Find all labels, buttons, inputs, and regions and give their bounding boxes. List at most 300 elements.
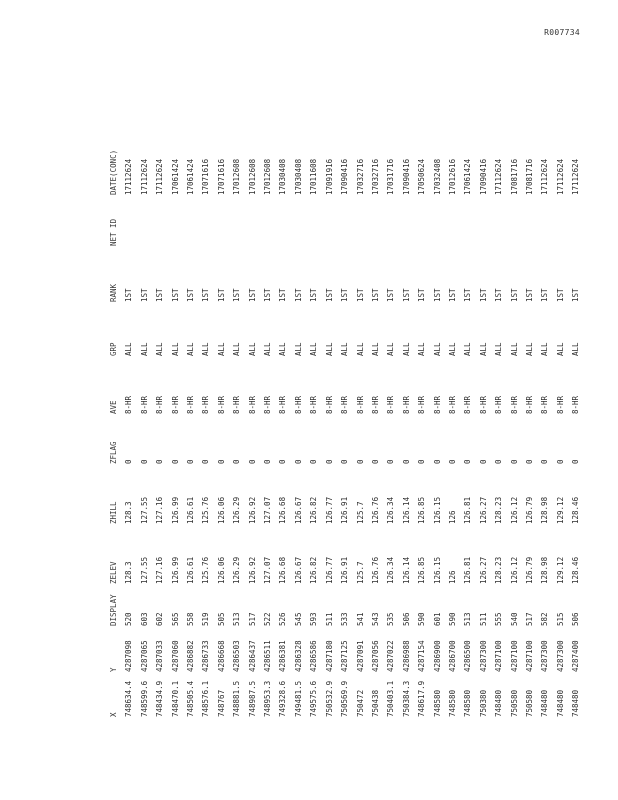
- cell-grp: ALL: [309, 342, 319, 356]
- cell-zhill: 126.67: [293, 496, 303, 524]
- cell-x: 750380: [478, 689, 488, 717]
- cell-zhill: 126.12: [509, 496, 519, 524]
- cell-grp: ALL: [509, 342, 519, 356]
- cell-net-id: [306, 195, 321, 246]
- cell-zflag: 0: [293, 459, 303, 464]
- table-row: [137, 57, 152, 717]
- cell-grp: ALL: [124, 342, 134, 356]
- cell-y: 4287100: [524, 640, 534, 672]
- cell-y: 4287100: [494, 640, 504, 672]
- cell-x: 749328.6: [278, 680, 288, 717]
- cell-zhill: 126.85: [417, 496, 427, 524]
- cell-zflag: 0: [478, 459, 488, 464]
- table-row: [214, 57, 229, 717]
- cell-x: 748480: [540, 689, 550, 717]
- cell-display: 522: [263, 612, 273, 626]
- cell-net-id: [260, 195, 275, 246]
- cell-date-conc: 17112624: [139, 158, 149, 195]
- cell-grp: ALL: [401, 342, 411, 356]
- table-row: [383, 57, 398, 717]
- cell-x: 749481.5: [293, 680, 303, 717]
- cell-net-id: [430, 195, 445, 246]
- cell-net-id: [476, 195, 491, 246]
- cell-y: 4287098: [124, 640, 134, 672]
- cell-zflag: 0: [124, 459, 134, 464]
- table-row: [291, 57, 306, 717]
- cell-date-conc: 17032716: [370, 158, 380, 195]
- cell-net-id: [322, 195, 337, 246]
- cell-grp: ALL: [340, 342, 350, 356]
- cell-rank: 1ST: [432, 288, 442, 302]
- cell-x: 748580: [463, 689, 473, 717]
- cell-ave: 8-HR: [555, 395, 565, 414]
- cell-y: 4287033: [155, 640, 165, 672]
- cell-rank: 1ST: [309, 288, 319, 302]
- cell-x: 750403.1: [386, 680, 396, 717]
- cell-net-id: [383, 195, 398, 246]
- cell-display: 593: [309, 612, 319, 626]
- cell-date-conc: 17090416: [478, 158, 488, 195]
- cell-y: 4286668: [216, 640, 226, 672]
- cell-rank: 1ST: [263, 288, 273, 302]
- cell-grp: ALL: [139, 342, 149, 356]
- cell-rank: 1ST: [186, 288, 196, 302]
- cell-x: 748480: [494, 689, 504, 717]
- header-net-id: NET ID: [109, 218, 118, 246]
- cell-display: 603: [139, 612, 149, 626]
- cell-zhill: 125.76: [201, 496, 211, 524]
- cell-zelev: 126.27: [478, 556, 488, 584]
- cell-date-conc: 17031716: [386, 158, 396, 195]
- cell-zflag: 0: [463, 459, 473, 464]
- cell-date-conc: 17030408: [278, 158, 288, 195]
- cell-x: 750580: [524, 689, 534, 717]
- cell-zelev: 126.34: [386, 556, 396, 584]
- cell-ave: 8-HR: [417, 395, 427, 414]
- cell-zflag: 0: [571, 459, 581, 464]
- header-date-conc: DATE(CONC): [109, 149, 118, 195]
- cell-net-id: [168, 195, 183, 246]
- table-row: [568, 57, 583, 717]
- table-row: [306, 57, 321, 717]
- cell-ave: 8-HR: [509, 395, 519, 414]
- cell-display: 511: [478, 612, 488, 626]
- cell-rank: 1ST: [293, 288, 303, 302]
- cell-zelev: 128.98: [540, 556, 550, 584]
- cell-zflag: 0: [232, 459, 242, 464]
- cell-zflag: 0: [555, 459, 565, 464]
- cell-zhill: 126.29: [232, 496, 242, 524]
- cell-display: 520: [124, 612, 134, 626]
- cell-net-id: [121, 195, 136, 246]
- cell-zhill: 127.16: [155, 496, 165, 524]
- cell-display: 543: [370, 612, 380, 626]
- cell-y: 4286500: [463, 640, 473, 672]
- cell-display: 519: [201, 612, 211, 626]
- cell-y: 4287300: [478, 640, 488, 672]
- cell-net-id: [275, 195, 290, 246]
- cell-y: 4287056: [370, 640, 380, 672]
- cell-grp: ALL: [386, 342, 396, 356]
- cell-zelev: 126.06: [216, 556, 226, 584]
- cell-ave: 8-HR: [386, 395, 396, 414]
- cell-grp: ALL: [540, 342, 550, 356]
- cell-ave: 8-HR: [139, 395, 149, 414]
- cell-x: 750472: [355, 689, 365, 717]
- cell-ave: 8-HR: [540, 395, 550, 414]
- cell-net-id: [460, 195, 475, 246]
- cell-zelev: 126.91: [340, 556, 350, 584]
- cell-zflag: 0: [447, 459, 457, 464]
- cell-date-conc: 17012616: [447, 158, 457, 195]
- cell-date-conc: 17112624: [555, 158, 565, 195]
- cell-display: 533: [340, 612, 350, 626]
- cell-ave: 8-HR: [155, 395, 165, 414]
- cell-grp: ALL: [417, 342, 427, 356]
- cell-display: 541: [355, 612, 365, 626]
- cell-zflag: 0: [494, 459, 504, 464]
- cell-zelev: 126.81: [463, 556, 473, 584]
- cell-display: 506: [571, 612, 581, 626]
- cell-ave: 8-HR: [201, 395, 211, 414]
- cell-y: 4287154: [417, 640, 427, 672]
- cell-zflag: 0: [155, 459, 165, 464]
- cell-ave: 8-HR: [401, 395, 411, 414]
- cell-display: 515: [555, 612, 565, 626]
- cell-date-conc: 17112624: [540, 158, 550, 195]
- cell-y: 4287180: [324, 640, 334, 672]
- cell-ave: 8-HR: [247, 395, 257, 414]
- cell-x: 748953.3: [263, 680, 273, 717]
- cell-display: 513: [463, 612, 473, 626]
- cell-zelev: 126.12: [509, 556, 519, 584]
- table-row: [537, 57, 552, 717]
- cell-display: 513: [232, 612, 242, 626]
- cell-y: 4286328: [293, 640, 303, 672]
- cell-date-conc: 17012608: [232, 158, 242, 195]
- cell-date-conc: 17061424: [463, 158, 473, 195]
- table-row: [322, 57, 337, 717]
- cell-date-conc: 17012608: [247, 158, 257, 195]
- cell-grp: ALL: [478, 342, 488, 356]
- cell-display: 545: [293, 612, 303, 626]
- cell-y: 4287065: [139, 640, 149, 672]
- cell-zflag: 0: [540, 459, 550, 464]
- cell-date-conc: 17032716: [355, 158, 365, 195]
- cell-net-id: [507, 195, 522, 246]
- cell-zflag: 0: [432, 459, 442, 464]
- cell-net-id: [368, 195, 383, 246]
- cell-rank: 1ST: [463, 288, 473, 302]
- cell-zflag: 0: [139, 459, 149, 464]
- cell-zhill: 126.99: [170, 496, 180, 524]
- cell-x: 748480: [555, 689, 565, 717]
- cell-display: 535: [386, 612, 396, 626]
- cell-rank: 1ST: [216, 288, 226, 302]
- cell-net-id: [152, 195, 167, 246]
- cell-zhill: 126.91: [340, 496, 350, 524]
- cell-zelev: 127.55: [139, 556, 149, 584]
- cell-date-conc: 17011608: [309, 158, 319, 195]
- cell-x: 748634.4: [124, 680, 134, 717]
- cell-zelev: 126.61: [186, 556, 196, 584]
- cell-zflag: 0: [309, 459, 319, 464]
- cell-rank: 1ST: [139, 288, 149, 302]
- cell-y: 4286586: [309, 640, 319, 672]
- cell-net-id: [245, 195, 260, 246]
- cell-zhill: 128.23: [494, 496, 504, 524]
- cell-x: 750384.3: [401, 680, 411, 717]
- cell-date-conc: 17012608: [263, 158, 273, 195]
- cell-date-conc: 17030408: [293, 158, 303, 195]
- cell-ave: 8-HR: [571, 395, 581, 414]
- cell-zflag: 0: [386, 459, 396, 464]
- cell-zhill: 128.46: [571, 496, 581, 524]
- cell-zelev: 129.12: [555, 556, 565, 584]
- cell-zflag: 0: [370, 459, 380, 464]
- cell-display: 505: [216, 612, 226, 626]
- cell-grp: ALL: [170, 342, 180, 356]
- cell-grp: ALL: [494, 342, 504, 356]
- table-row: [507, 57, 522, 717]
- cell-zhill: 126.76: [370, 496, 380, 524]
- cell-zelev: 126.99: [170, 556, 180, 584]
- table-row: [445, 57, 460, 717]
- cell-ave: 8-HR: [355, 395, 365, 414]
- cell-zhill: 126.15: [432, 496, 442, 524]
- cell-date-conc: 17061424: [170, 158, 180, 195]
- cell-display: 517: [524, 612, 534, 626]
- cell-display: 590: [417, 612, 427, 626]
- cell-x: 750438: [370, 689, 380, 717]
- cell-grp: ALL: [555, 342, 565, 356]
- cell-zflag: 0: [201, 459, 211, 464]
- cell-zhill: 126.81: [463, 496, 473, 524]
- cell-rank: 1ST: [524, 288, 534, 302]
- table-row: [337, 57, 352, 717]
- cell-y: 4287300: [540, 640, 550, 672]
- cell-x: 749575.6: [309, 680, 319, 717]
- cell-y: 4286733: [201, 640, 211, 672]
- header-zflag: ZFLAG: [109, 441, 118, 464]
- cell-zelev: 126.68: [278, 556, 288, 584]
- cell-net-id: [399, 195, 414, 246]
- cell-zelev: 126.92: [247, 556, 257, 584]
- cell-rank: 1ST: [324, 288, 334, 302]
- cell-net-id: [229, 195, 244, 246]
- cell-y: 4287091: [355, 640, 365, 672]
- cell-display: 565: [170, 612, 180, 626]
- cell-x: 748434.9: [155, 680, 165, 717]
- cell-y: 4287100: [509, 640, 519, 672]
- cell-date-conc: 17071616: [216, 158, 226, 195]
- table-row: [229, 57, 244, 717]
- cell-x: 748580: [432, 689, 442, 717]
- cell-ave: 8-HR: [186, 395, 196, 414]
- cell-rank: 1ST: [278, 288, 288, 302]
- cell-net-id: [445, 195, 460, 246]
- cell-zflag: 0: [170, 459, 180, 464]
- cell-net-id: [214, 195, 229, 246]
- header-zelev: ZELEV: [109, 561, 118, 584]
- cell-date-conc: 17071616: [201, 158, 211, 195]
- cell-rank: 1ST: [401, 288, 411, 302]
- cell-rank: 1ST: [232, 288, 242, 302]
- table-row: [476, 57, 491, 717]
- cell-ave: 8-HR: [370, 395, 380, 414]
- cell-x: 748576.1: [201, 680, 211, 717]
- cell-zelev: 128.46: [571, 556, 581, 584]
- cell-ave: 8-HR: [324, 395, 334, 414]
- cell-net-id: [198, 195, 213, 246]
- cell-display: 558: [186, 612, 196, 626]
- table-row: [260, 57, 275, 717]
- cell-grp: ALL: [247, 342, 257, 356]
- cell-ave: 8-HR: [524, 395, 534, 414]
- cell-zflag: 0: [509, 459, 519, 464]
- table-row: [491, 57, 506, 717]
- table-row: [414, 57, 429, 717]
- cell-grp: ALL: [432, 342, 442, 356]
- cell-grp: ALL: [293, 342, 303, 356]
- cell-zflag: 0: [417, 459, 427, 464]
- cell-zhill: 126.92: [247, 496, 257, 524]
- cell-rank: 1ST: [478, 288, 488, 302]
- cell-zflag: 0: [216, 459, 226, 464]
- cell-net-id: [291, 195, 306, 246]
- header-grp: GRP: [109, 342, 118, 356]
- cell-x: 748881.5: [232, 680, 242, 717]
- header-zhill: ZHILL: [109, 501, 118, 524]
- cell-zflag: 0: [263, 459, 273, 464]
- cell-zelev: 126.82: [309, 556, 319, 584]
- cell-ave: 8-HR: [124, 395, 134, 414]
- header-ave: AVE: [109, 400, 118, 414]
- table-row: [121, 57, 136, 717]
- cell-rank: 1ST: [247, 288, 257, 302]
- cell-rank: 1ST: [201, 288, 211, 302]
- table-row: [368, 57, 383, 717]
- cell-grp: ALL: [155, 342, 165, 356]
- cell-date-conc: 17061424: [186, 158, 196, 195]
- cell-date-conc: 17112624: [571, 158, 581, 195]
- table-row: [275, 57, 290, 717]
- cell-zhill: 129.12: [555, 496, 565, 524]
- cell-rank: 1ST: [494, 288, 504, 302]
- cell-x: 748470.1: [170, 680, 180, 717]
- cell-ave: 8-HR: [478, 395, 488, 414]
- table-row: [245, 57, 260, 717]
- cell-date-conc: 17032408: [432, 158, 442, 195]
- cell-rank: 1ST: [340, 288, 350, 302]
- cell-zflag: 0: [355, 459, 365, 464]
- cell-zelev: 126.85: [417, 556, 427, 584]
- cell-zflag: 0: [186, 459, 196, 464]
- cell-y: 4286988: [401, 640, 411, 672]
- cell-ave: 8-HR: [447, 395, 457, 414]
- cell-net-id: [137, 195, 152, 246]
- cell-grp: ALL: [232, 342, 242, 356]
- cell-x: 750580: [509, 689, 519, 717]
- cell-grp: ALL: [370, 342, 380, 356]
- cell-net-id: [553, 195, 568, 246]
- cell-x: 748987.5: [247, 680, 257, 717]
- cell-date-conc: 17081716: [524, 158, 534, 195]
- cell-grp: ALL: [524, 342, 534, 356]
- cell-rank: 1ST: [447, 288, 457, 302]
- cell-rank: 1ST: [417, 288, 427, 302]
- cell-net-id: [537, 195, 552, 246]
- header-display: DISPLAY: [109, 594, 118, 626]
- cell-net-id: [414, 195, 429, 246]
- cell-rank: 1ST: [386, 288, 396, 302]
- table-row: [553, 57, 568, 717]
- cell-date-conc: 17050624: [417, 158, 427, 195]
- cell-zflag: 0: [401, 459, 411, 464]
- table-row: [168, 57, 183, 717]
- cell-zelev: 126.77: [324, 556, 334, 584]
- cell-display: 526: [278, 612, 288, 626]
- cell-zelev: 126.14: [401, 556, 411, 584]
- cell-date-conc: 17112624: [124, 158, 134, 195]
- cell-grp: ALL: [216, 342, 226, 356]
- cell-ave: 8-HR: [494, 395, 504, 414]
- cell-display: 582: [540, 612, 550, 626]
- cell-zflag: 0: [324, 459, 334, 464]
- cell-x: 748505.4: [186, 680, 196, 717]
- cell-rank: 1ST: [509, 288, 519, 302]
- cell-zhill: 126.68: [278, 496, 288, 524]
- cell-y: 4287400: [571, 640, 581, 672]
- cell-zelev: 126.76: [370, 556, 380, 584]
- cell-x: 748767: [216, 689, 226, 717]
- cell-zflag: 0: [278, 459, 288, 464]
- cell-y: 4286700: [447, 640, 457, 672]
- cell-grp: ALL: [201, 342, 211, 356]
- cell-date-conc: 17090416: [401, 158, 411, 195]
- cell-display: 517: [247, 612, 257, 626]
- rotated-table-wrapper: [106, 57, 584, 717]
- table-row: [522, 57, 537, 717]
- cell-rank: 1ST: [571, 288, 581, 302]
- table-row: [430, 57, 445, 717]
- header-x: X: [109, 712, 118, 717]
- cell-zhill: 126.61: [186, 496, 196, 524]
- cell-rank: 1ST: [370, 288, 380, 302]
- cell-grp: ALL: [463, 342, 473, 356]
- cell-date-conc: 17112624: [494, 158, 504, 195]
- cell-zelev: 128.23: [494, 556, 504, 584]
- cell-y: 4287022: [386, 640, 396, 672]
- cell-net-id: [568, 195, 583, 246]
- cell-y: 4286900: [432, 640, 442, 672]
- cell-date-conc: 17081716: [509, 158, 519, 195]
- cell-x: 748480: [571, 689, 581, 717]
- cell-ave: 8-HR: [309, 395, 319, 414]
- header-rank: RANK: [109, 283, 118, 302]
- cell-display: 511: [324, 612, 334, 626]
- cell-zhill: 127.55: [139, 496, 149, 524]
- cell-display: 555: [494, 612, 504, 626]
- receptor-table: [106, 57, 584, 717]
- cell-rank: 1ST: [540, 288, 550, 302]
- cell-x: 748599.6: [139, 680, 149, 717]
- cell-zflag: 0: [524, 459, 534, 464]
- cell-zelev: 126.67: [293, 556, 303, 584]
- cell-zhill: 126: [447, 510, 457, 524]
- cell-rank: 1ST: [155, 288, 165, 302]
- cell-date-conc: 17112624: [155, 158, 165, 195]
